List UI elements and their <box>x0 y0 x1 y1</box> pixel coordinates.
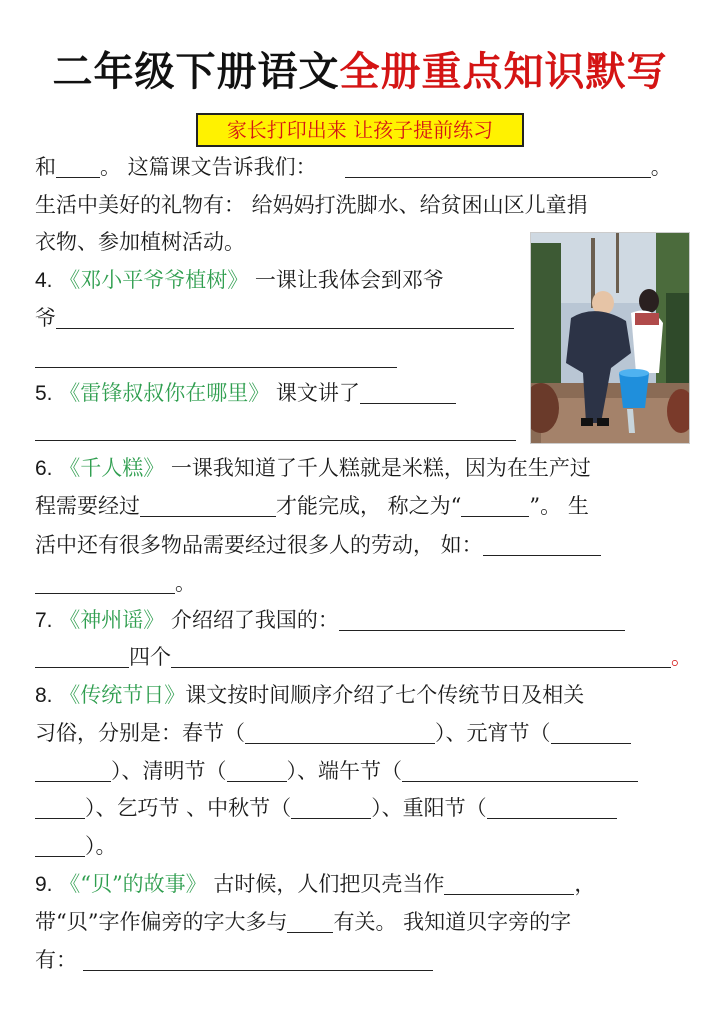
text: 爷 <box>35 306 56 330</box>
photo-illustration <box>531 233 690 444</box>
blank[interactable] <box>83 948 433 971</box>
text: 。 <box>671 645 692 669</box>
text: 和 <box>35 155 56 179</box>
blank[interactable] <box>461 494 529 517</box>
text: 一课让我体会到邓爷 <box>254 268 444 292</box>
blank[interactable] <box>35 759 111 782</box>
blank[interactable] <box>339 608 625 631</box>
lesson-title: 《千人糕》 <box>59 456 165 480</box>
lesson-title: 《传统节日》 <box>59 683 186 707</box>
blank[interactable] <box>360 381 456 404</box>
question-6-cont3 <box>35 568 196 598</box>
text: ）、元宵节（ <box>435 721 551 745</box>
question-number: 7. <box>35 609 53 632</box>
question-8-cont4 <box>35 831 117 861</box>
blank-line[interactable] <box>35 440 516 441</box>
question-5 <box>35 378 456 409</box>
title-part-red: 全册重点知识默写 <box>339 49 668 95</box>
blank[interactable] <box>487 796 617 819</box>
text: 。 <box>175 571 196 595</box>
text: 带“贝”字作偏旁的字大多与 <box>35 910 288 934</box>
question-8-cont2 <box>35 756 638 786</box>
question-6-cont <box>35 491 589 521</box>
question-6 <box>35 453 591 484</box>
text: ”。 生 <box>529 494 589 518</box>
text: 。 <box>650 155 672 179</box>
blank[interactable] <box>345 155 651 178</box>
lesson-title: 《雷锋叔叔你在哪里》 <box>59 381 270 405</box>
tree-planting-photo <box>530 232 690 444</box>
question-8-cont <box>35 718 631 748</box>
blank[interactable] <box>140 494 276 517</box>
text: 介绍绍了我国的： <box>170 608 339 632</box>
text: 才能完成， 称之为“ <box>276 494 462 518</box>
blank[interactable] <box>35 834 85 857</box>
blank-line[interactable] <box>35 367 397 368</box>
text: ）、清明节（ <box>111 759 227 783</box>
blank[interactable] <box>444 872 574 895</box>
text: ）。 <box>85 834 117 858</box>
blank[interactable] <box>171 645 671 668</box>
text: 一课我知道了千人糕就是米糕，因为在生产过 <box>170 456 591 480</box>
text: 古时候，人们把贝壳当作 <box>213 872 445 896</box>
question-9-cont2 <box>35 945 433 975</box>
text: 课文讲了 <box>275 381 360 405</box>
question-9 <box>35 869 595 900</box>
question-4 <box>35 265 444 296</box>
question-7 <box>35 605 625 636</box>
text: 有关。 我知道贝字旁的字 <box>333 910 572 934</box>
question-9-cont <box>35 907 571 937</box>
text: 课文按时间顺序介绍了七个传统节日及相关 <box>185 683 585 707</box>
text: 活中还有很多物品需要经过很多人的劳动， 如： <box>35 533 483 557</box>
line-1 <box>35 152 672 182</box>
blank[interactable] <box>35 796 85 819</box>
blank[interactable] <box>402 759 638 782</box>
question-8-cont3 <box>35 793 617 823</box>
question-4-cont <box>35 303 514 333</box>
blank[interactable] <box>483 533 601 556</box>
text: ， <box>574 872 596 896</box>
question-number: 5. <box>35 382 53 405</box>
text: ）、重阳节（ <box>371 796 487 820</box>
text: ）、端午节（ <box>286 759 402 783</box>
blank[interactable] <box>291 796 371 819</box>
text: 四个 <box>129 645 171 669</box>
question-number: 4. <box>35 269 53 292</box>
text: 有： <box>35 948 77 972</box>
lesson-title: 《“贝”的故事》 <box>59 872 207 896</box>
line-2: 生活中美好的礼物有： 给妈妈打洗脚水、给贫困山区儿童捐 <box>35 193 588 217</box>
text: 程需要经过 <box>35 494 140 518</box>
question-6-cont2 <box>35 530 601 560</box>
lesson-title: 《神州谣》 <box>59 608 165 632</box>
question-number: 8. <box>35 684 53 707</box>
tip-banner: 家长打印出来 让孩子提前练习 <box>196 113 524 147</box>
question-number: 9. <box>35 873 53 896</box>
line-3: 衣物、参加植树活动。 <box>35 230 245 254</box>
blank[interactable] <box>227 759 287 782</box>
text: 习俗，分别是：春节（ <box>35 721 245 745</box>
page-title <box>0 40 720 97</box>
blank[interactable] <box>56 306 514 329</box>
blank[interactable] <box>35 571 175 594</box>
blank[interactable] <box>551 721 631 744</box>
question-7-cont <box>35 642 692 672</box>
blank[interactable] <box>35 645 129 668</box>
text: ）、乞巧节 、中秋节（ <box>85 796 292 820</box>
lesson-title: 《邓小平爷爷植树》 <box>59 268 249 292</box>
blank[interactable] <box>56 155 100 178</box>
question-number: 6. <box>35 457 53 480</box>
text: 。 这篇课文告诉我们： <box>100 155 317 179</box>
blank[interactable] <box>287 910 333 933</box>
question-8 <box>35 680 584 711</box>
blank[interactable] <box>245 721 435 744</box>
title-part-black: 二年级下册语文 <box>52 49 340 95</box>
